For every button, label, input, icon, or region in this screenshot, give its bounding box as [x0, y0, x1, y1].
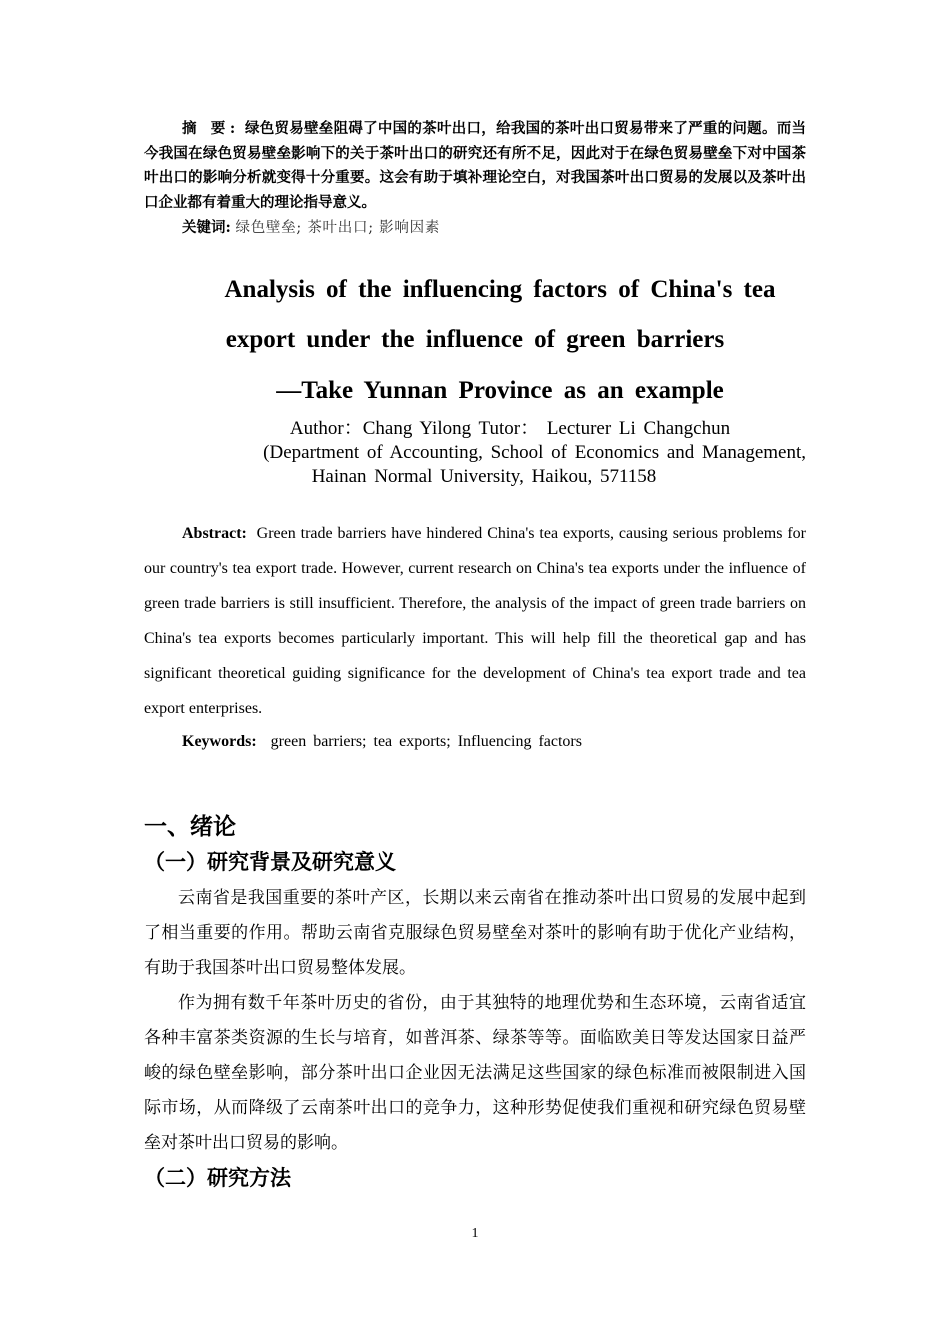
- affiliation-line-1: (Department of Accounting, School of Economics and Management,: [263, 442, 806, 463]
- english-keywords-label: Keywords:: [182, 733, 257, 750]
- chinese-keywords: [182, 216, 802, 240]
- english-title-line-2: export under the influence of green barriers: [225, 326, 725, 353]
- section-heading-introduction: 一、绪论: [144, 813, 236, 840]
- page-number: 1: [471, 1226, 479, 1241]
- subsection-heading-methods: （二）研究方法: [144, 1165, 291, 1190]
- chinese-abstract-label: 摘 要:: [182, 120, 240, 137]
- english-keywords-text: green barriers; tea exports; Influencing factors: [270, 733, 582, 750]
- english-keywords: [182, 728, 802, 756]
- chinese-abstract: [144, 117, 806, 215]
- body-paragraph-2: 作为拥有数千年茶叶历史的省份，由于其独特的地理优势和生态环境，云南省适宜各种丰富茶类资源的生长与培育，如普洱茶、绿茶等等。面临欧美日等发达国家日益严峻的绿色壁垒影响，部分茶叶出口企业因无法满足这些国家的绿色标准而被限制进入国际市场，从而降级了云南茶叶出口的竞争力，这种形势促使我们重视和研究绿色贸易壁垒对茶叶出口贸易的影响。: [144, 993, 806, 1153]
- english-title-line-1: Analysis of the influencing factors of China's tea: [224, 276, 776, 303]
- chinese-keywords-text: 绿色壁垒; 茶叶出口; 影响因素: [235, 220, 441, 236]
- body-paragraph-1: 云南省是我国重要的茶叶产区，长期以来云南省在推动茶叶出口贸易的发展中起到了相当重要的作用。帮助云南省克服绿色贸易壁垒对茶叶的影响有助于优化产业结构，有助于我国茶叶出口贸易整体发展。: [144, 888, 806, 978]
- affiliation-line-2: Hainan Normal University, Haikou, 571158: [311, 466, 657, 487]
- chinese-keywords-label: 关键词:: [182, 219, 231, 236]
- english-abstract-text: Green trade barriers have hindered China's tea exports, causing serious problems for our country's tea export trade. However, current research on China's tea exports under the influence of green trade barriers is still insufficient. Therefore, the analysis of the impact of green trade barriers on China's tea exports becomes particularly important. This will help fill the theoretical gap and has significant theoretical guiding significance for the development of China's tea export trade and tea export enterprises.: [144, 525, 806, 717]
- english-abstract: [144, 516, 806, 726]
- author-tutor-line: Author：Chang Yilong Tutor： Lecturer Li Changchun: [289, 418, 731, 439]
- english-abstract-label: Abstract:: [182, 525, 247, 542]
- english-subtitle: —Take Yunnan Province as an example: [276, 377, 724, 404]
- subsection-heading-background: （一）研究背景及研究意义: [144, 849, 396, 874]
- chinese-abstract-text: 绿色贸易壁垒阻碍了中国的茶叶出口，给我国的茶叶出口贸易带来了严重的问题。而当今我国在绿色贸易壁垒影响下的关于茶叶出口的研究还有所不足，因此对于在绿色贸易壁垒下对中国茶叶出口的影响分析就变得十分重要。这会有助于填补理论空白，对我国茶叶出口贸易的发展以及茶叶出口企业都有着重大的理论指导意义。: [144, 120, 806, 211]
